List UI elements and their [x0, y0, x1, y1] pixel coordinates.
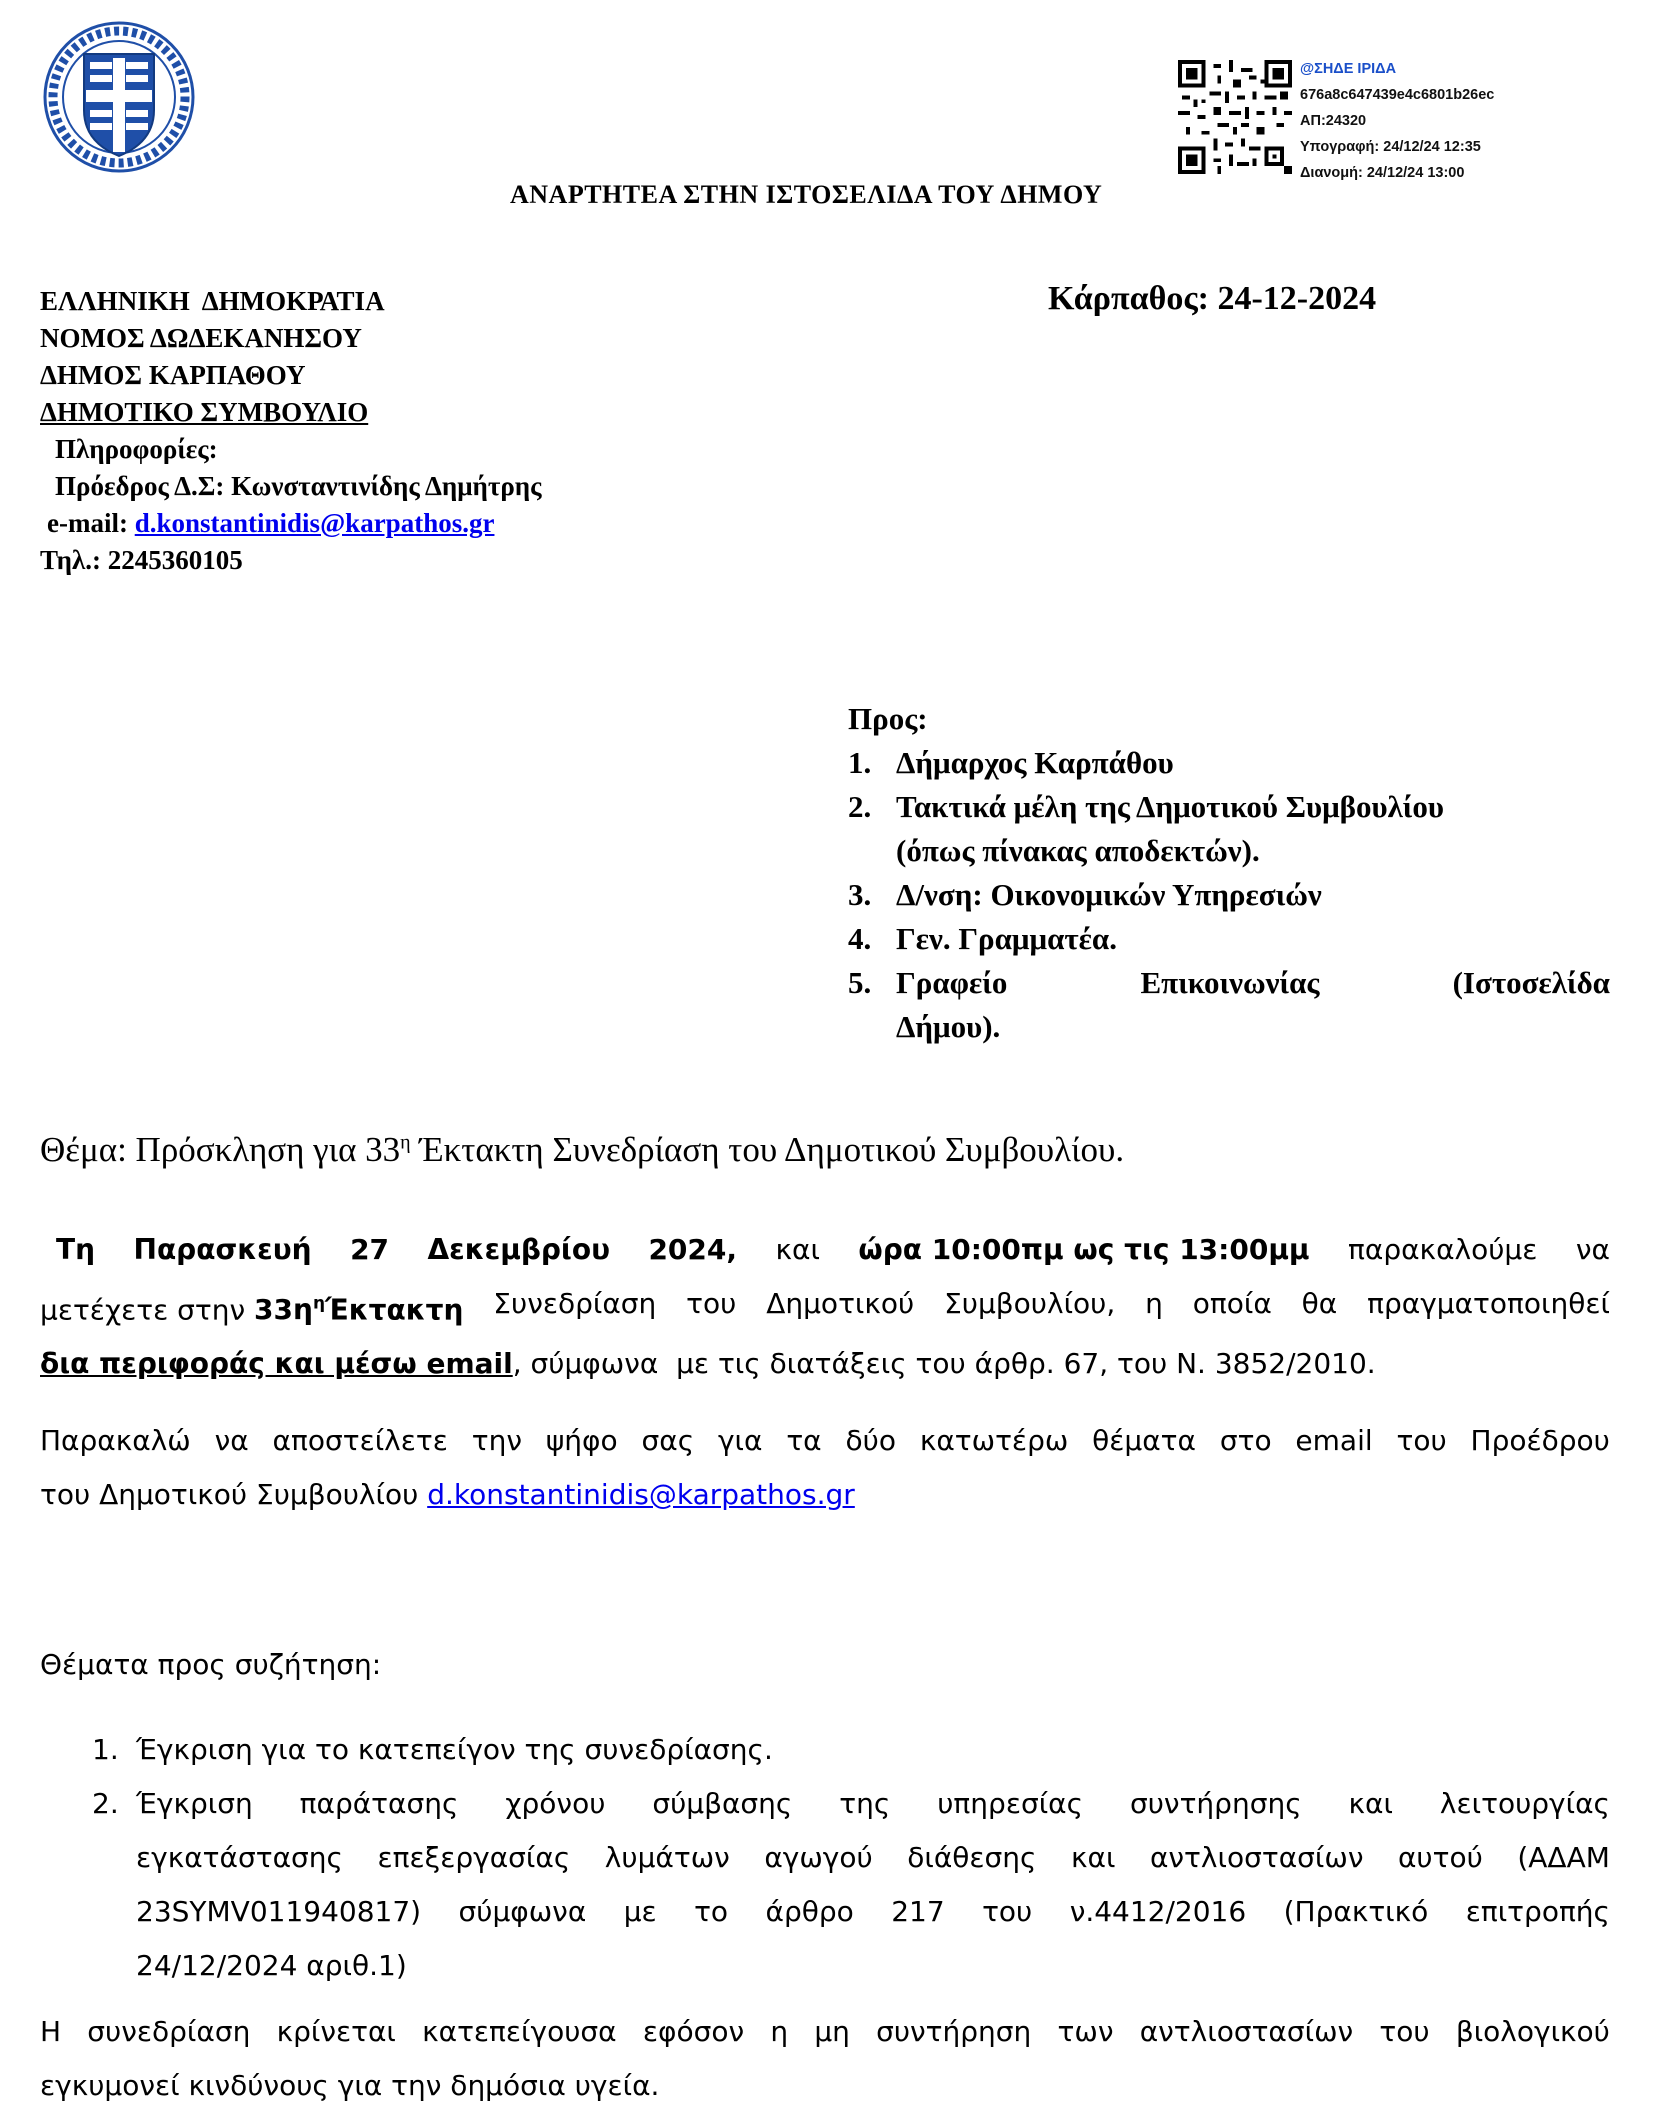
posting-title: ΑΝΑΡΤΗΤΕΑ ΣΤΗΝ ΙΣΤΟΣΕΛΙΔΑ ΤΟΥ ΔΗΜΟΥ: [510, 180, 1103, 209]
recipient-word: Επικοινωνίας: [1140, 965, 1320, 1000]
recipient-number: 2.: [848, 789, 872, 824]
topic-word: εγκατάστασης: [136, 1841, 343, 1874]
recipient-text: Δ/νση: Οικονομικών Υπηρεσιών: [896, 877, 1322, 912]
recipient-item: [848, 961, 1610, 1049]
word: ψήφο: [545, 1424, 618, 1457]
stamp-brand: @ΣΗΔΕ ΙΡΙΔΑ: [1300, 61, 1397, 77]
header-president: Πρόεδρος Δ.Σ: Κωνσταντινίδης Δημήτρης: [55, 471, 542, 501]
word: αντλιοστασίων: [1139, 2015, 1354, 2048]
topic-word: χρόνου: [505, 1787, 606, 1820]
topic-item: [40, 1723, 1610, 1777]
topic-word: σύμφωνα: [458, 1895, 587, 1928]
recipient-number: 1.: [848, 745, 872, 780]
p1-word: Δημοτικού: [766, 1287, 915, 1320]
subject-text: Θέμα: Πρόσκληση για 33: [40, 1130, 401, 1169]
word: την: [471, 1424, 522, 1457]
recipient-word: Γραφείο: [896, 965, 1008, 1000]
word: για: [717, 1424, 763, 1457]
recipient-text: Γεν. Γραμματέα.: [896, 921, 1117, 956]
subject-line: [40, 1130, 1124, 1170]
header-country: ΕΛΛΗΝΙΚΗ ΔΗΜΟΚΡΑΤΙΑ: [40, 286, 385, 316]
recipient-word: (Ιστοσελίδα: [1452, 965, 1610, 1000]
word: να: [214, 1424, 249, 1457]
stamp-protocol: ΑΠ:24320: [1300, 113, 1367, 129]
topic-word: επιτροπής: [1465, 1895, 1610, 1928]
word: θέματα: [1092, 1424, 1196, 1457]
topic-word: και: [1348, 1787, 1393, 1820]
subject-text-rest: Έκτακτη Συνεδρίαση του Δημοτικού Συμβουλίου.: [410, 1130, 1125, 1169]
p1-word: Δεκεμβρίου: [427, 1233, 610, 1266]
document-date: Κάρπαθος: 24-12-2024: [1048, 280, 1377, 317]
subject-ordinal: η: [400, 1131, 411, 1154]
topic-word: ν.4412/2016: [1069, 1895, 1247, 1928]
stamp-signature-time: Υπογραφή: 24/12/24 12:35: [1300, 139, 1481, 155]
header-municipality: ΔΗΜΟΣ ΚΑΡΠΑΘΟΥ: [40, 360, 306, 390]
word: κατωτέρω: [919, 1424, 1069, 1457]
topic-text: [136, 1831, 1610, 1885]
topic-word: αντλιοστασίων: [1149, 1841, 1364, 1874]
recipient-number: 5.: [848, 965, 872, 1000]
digital-signature-stamp: [1300, 56, 1494, 186]
word: τα: [786, 1424, 822, 1457]
p1-text: μετέχετε στην: [40, 1293, 255, 1327]
topic-word: συντήρησης: [1129, 1787, 1302, 1820]
greek-state-emblem-icon: [40, 18, 198, 176]
urgency-paragraph: [40, 2005, 1610, 2113]
p1-word: η: [1145, 1287, 1163, 1320]
p1-ordinal: η: [312, 1294, 326, 1314]
topic-word: (ΑΔΑΜ: [1517, 1841, 1610, 1874]
p2-line: του Δημοτικού Συμβουλίου: [40, 1478, 428, 1511]
topic-word: λειτουργίας: [1439, 1787, 1610, 1820]
header-email-label: e-mail:: [47, 508, 128, 538]
p1-word: οποία: [1192, 1287, 1272, 1320]
header-email-link[interactable]: d.konstantinidis@karpathos.gr: [134, 508, 495, 538]
recipient-item: [848, 741, 1610, 785]
p1-word: θα: [1301, 1287, 1338, 1320]
word: Προέδρου: [1470, 1424, 1610, 1457]
p1-word: παρακαλούμε: [1348, 1233, 1538, 1266]
recipient-text: Δήμαρχος Καρπάθου: [896, 745, 1174, 780]
word: email: [1295, 1424, 1373, 1457]
recipients-title: Προς:: [848, 701, 928, 736]
topic-word: υπηρεσίας: [937, 1787, 1084, 1820]
recipient-text: Τακτικά μέλη της Δημοτικού Συμβουλίου: [896, 789, 1445, 824]
topic-word: 217: [891, 1895, 945, 1928]
invitation-paragraph: [40, 1223, 1610, 1391]
p1-word: να: [1575, 1233, 1610, 1266]
recipient-text: Δήμου).: [896, 1009, 1001, 1044]
topic-word: αυτού: [1397, 1841, 1483, 1874]
p1-word: 27: [350, 1233, 390, 1266]
topic-word: το: [694, 1895, 729, 1928]
p1-session-number: [254, 1293, 325, 1326]
topic-word: Έγκριση: [136, 1787, 253, 1820]
topic-word: 23SYMV011940817): [136, 1895, 422, 1928]
sender-header: [40, 283, 542, 579]
p1-word: 2024,: [648, 1233, 738, 1266]
p1-word: Παρασκευή: [133, 1233, 312, 1266]
word: εφόσον: [642, 2015, 745, 2048]
p1-word: και: [775, 1233, 820, 1266]
topic-word: λυμάτων: [604, 1841, 730, 1874]
word: στο: [1219, 1424, 1272, 1457]
word: συντήρηση: [876, 2015, 1032, 2048]
topic-word: διάθεσης: [907, 1841, 1037, 1874]
p1-session-number-text: 33η: [254, 1293, 313, 1327]
topic-word: (Πρακτικό: [1283, 1895, 1429, 1928]
word: κατεπείγουσα: [422, 2015, 617, 2048]
word: κρίνεται: [276, 2015, 396, 2048]
topic-text: 24/12/2024 αριθ.1): [136, 1949, 407, 1982]
p1-word: Συμβουλίου,: [944, 1287, 1116, 1320]
topic-word: σύμβασης: [652, 1787, 793, 1820]
p1-word: του: [686, 1287, 737, 1320]
p1-session-type: Έκτακτη: [325, 1293, 464, 1327]
p1-word: Συνεδρίαση: [493, 1287, 657, 1320]
word: των: [1057, 2015, 1114, 2048]
topics-list: [40, 1723, 1610, 1993]
final-line: εγκυμονεί κινδύνους για την δημόσια υγεία.: [40, 2069, 660, 2102]
final-line: [40, 2005, 1610, 2059]
recipient-item: [848, 873, 1610, 917]
p1-meeting-time: ώρα 10:00πμ ως τις 13:00μμ: [858, 1233, 1310, 1266]
recipient-item: [848, 785, 1610, 873]
word: συνεδρίαση: [87, 2015, 251, 2048]
topic-number: 2.: [92, 1787, 119, 1820]
topic-word: άρθρο: [765, 1895, 854, 1928]
topic-word: της: [839, 1787, 891, 1820]
word: δύο: [845, 1424, 896, 1457]
stamp-distribution-time: Διανομή: 24/12/24 13:00: [1300, 165, 1465, 181]
recipient-text: (όπως πίνακας αποδεκτών).: [896, 833, 1260, 868]
header-council: ΔΗΜΟΤΙΚΟ ΣΥΜΒΟΥΛΙΟ: [40, 397, 369, 427]
topic-word: με: [623, 1895, 657, 1928]
word: Παρακαλώ: [40, 1424, 191, 1457]
topic-item: [40, 1777, 1610, 1993]
topic-text: [136, 1777, 1610, 1831]
topic-word: του: [982, 1895, 1033, 1928]
p1-word: Τη: [56, 1233, 96, 1266]
word: σας: [641, 1424, 695, 1457]
qr-code-icon: [1178, 58, 1292, 176]
header-info-label: Πληροφορίες:: [55, 434, 218, 464]
topic-number: 1.: [92, 1733, 119, 1766]
recipient-number: 4.: [848, 921, 872, 956]
stamp-hash: 676a8c647439e4c6801b26ec: [1300, 87, 1495, 103]
word: του: [1396, 1424, 1447, 1457]
p1-text: , σύμφωνα με τις διατάξεις του άρθρ. 67, του Ν. 3852/2010.: [512, 1347, 1376, 1381]
word: Η: [40, 2015, 62, 2048]
recipients-block: [848, 697, 1610, 1049]
word: αποστείλετε: [272, 1424, 448, 1457]
recipient-item: [848, 917, 1610, 961]
topic-word: παράτασης: [299, 1787, 459, 1820]
topic-text: [136, 1885, 1610, 1939]
topics-title: Θέματα προς συζήτηση:: [40, 1648, 382, 1681]
p2-email-link[interactable]: d.konstantinidis@karpathos.gr: [427, 1478, 855, 1511]
recipient-number: 3.: [848, 877, 872, 912]
p2-line: [40, 1414, 1610, 1468]
topic-word: και: [1071, 1841, 1116, 1874]
word: μη: [814, 2015, 850, 2048]
p1-word: πραγματοποιηθεί: [1367, 1287, 1610, 1320]
topic-word: επεξεργασίας: [377, 1841, 571, 1874]
p1-method: δια περιφοράς και μέσω email: [40, 1347, 513, 1381]
topic-text: Έγκριση για το κατεπείγον της συνεδρίασης.: [136, 1733, 773, 1766]
word: βιολογικού: [1455, 2015, 1610, 2048]
topic-word: αγωγού: [764, 1841, 873, 1874]
header-prefecture: ΝΟΜΟΣ ΔΩΔΕΚΑΝΗΣΟΥ: [40, 323, 362, 353]
header-email-line: [40, 505, 542, 542]
word: η: [770, 2015, 789, 2048]
word: του: [1379, 2015, 1430, 2048]
header-phone: Τηλ.: 2245360105: [40, 545, 243, 575]
vote-request-paragraph: [40, 1414, 1610, 1522]
